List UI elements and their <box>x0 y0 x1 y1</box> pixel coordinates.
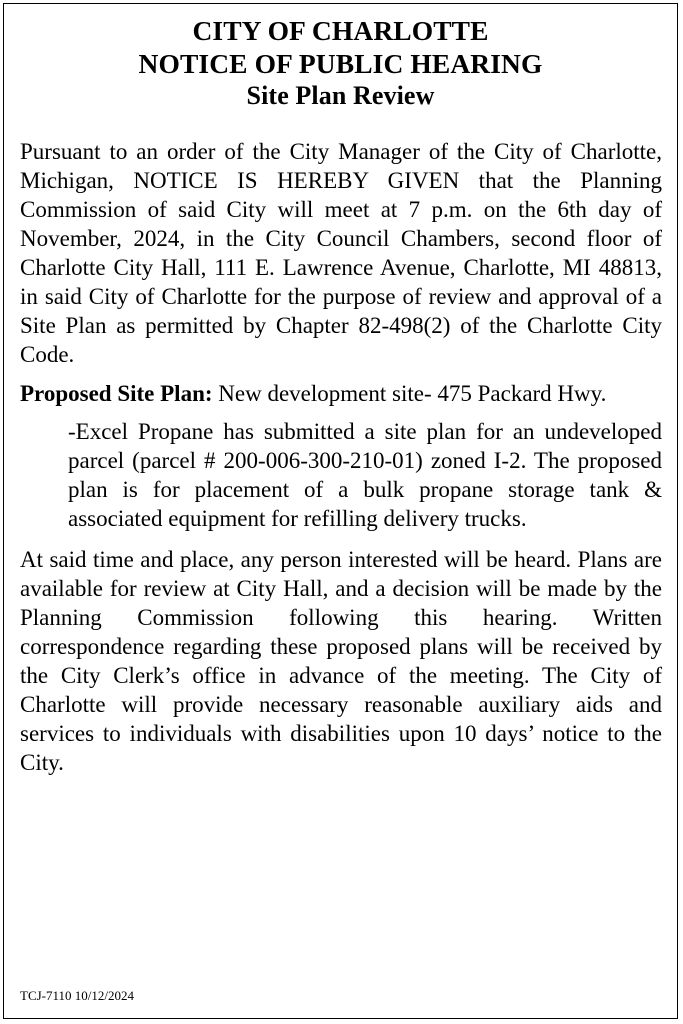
notice-subtitle: Site Plan Review <box>246 81 435 110</box>
proposed-site-plan <box>20 379 662 408</box>
public-notice <box>3 3 678 1019</box>
proposed-site-plan-text: New development site- 475 Packard Hwy. <box>212 381 607 406</box>
notice-title-city: CITY OF CHARLOTTE <box>192 15 489 46</box>
site-plan-detail-paragraph: -Excel Propane has submitted a site plan for an undeveloped parcel (parcel # 200-006-300-210-01) zoned I-2. The proposed plan is for placement of a bulk propane storage tank & associated equipment for refilling delivery trucks. <box>68 419 662 531</box>
notice-title-hearing: NOTICE OF PUBLIC HEARING <box>138 48 543 79</box>
notice-body <box>20 137 662 786</box>
publication-code: TCJ-7110 10/12/2024 <box>20 988 134 1003</box>
closing-paragraph: At said time and place, any person interested will be heard. Plans are available for review at City Hall, and a decision will be made by the Planning Commission following this hearing. Written correspondence regarding these proposed plans will be received by the City Clerk’s office in advance of the meeting. The City of Charlotte will provide necessary reasonable auxiliary aids and services to individuals with disabilities upon 10 days’ notice to the City. <box>20 547 662 775</box>
proposed-site-plan-label: Proposed Site Plan: <box>20 381 213 406</box>
intro-paragraph: Pursuant to an order of the City Manager of the City of Charlotte, Michigan, NOTICE IS HEREBY GIVEN that the Planning Commission of said City will meet at 7 p.m. on the 6th day of November, 2024, in the City Council Chambers, second floor of Charlotte City Hall, 111 E. Lawrence Avenue, Charlotte, MI 48813, in said City of Charlotte for the purpose of review and approval of a Site Plan as permitted by Chapter 82-498(2) of the Charlotte City Code. <box>20 139 662 367</box>
